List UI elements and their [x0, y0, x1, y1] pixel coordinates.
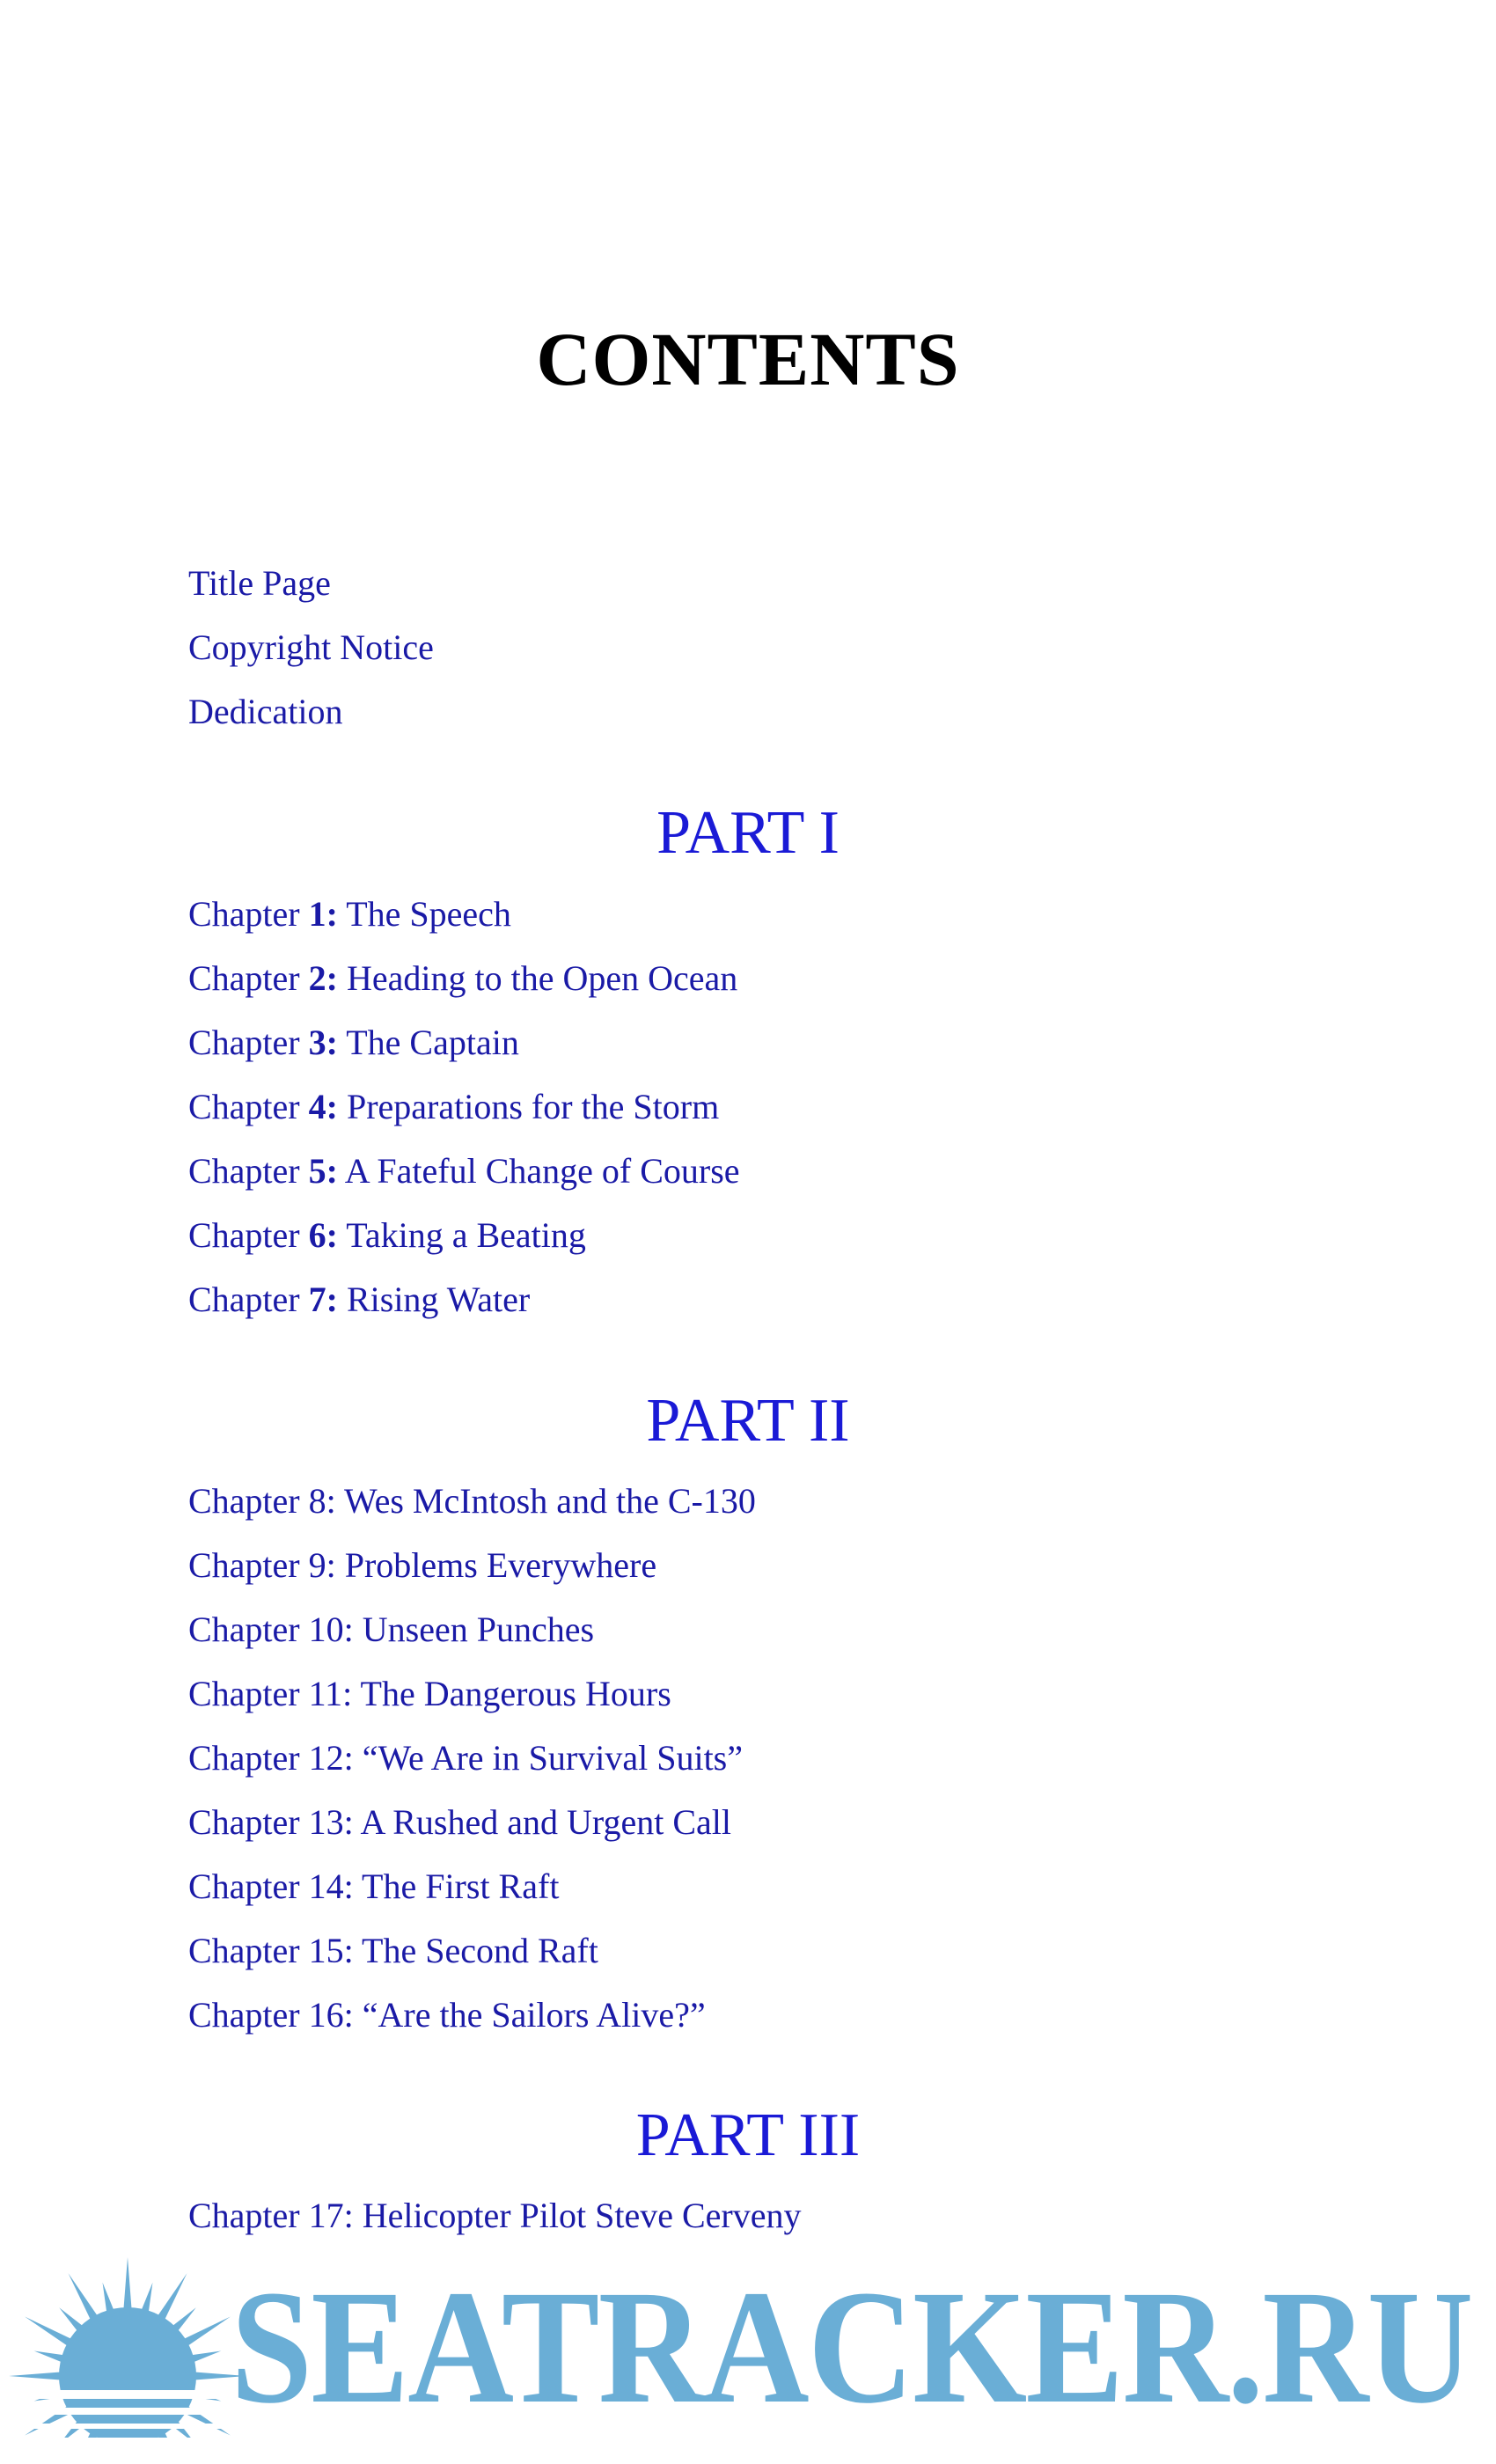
- toc-link-chapter-17[interactable]: Chapter 17: Helicopter Pilot Steve Cerveny: [188, 2196, 802, 2235]
- chapter-number: 5:: [308, 1151, 338, 1191]
- sun-ray: [179, 2317, 231, 2350]
- toc-link-chapter-1[interactable]: [188, 894, 511, 934]
- part-heading-2: PART II: [646, 1387, 850, 1455]
- toc-link-chapter-12[interactable]: Chapter 12: “We Are in Survival Suits”: [188, 1738, 743, 1778]
- toc-link-chapter-16[interactable]: Chapter 16: “Are the Sailors Alive?”: [188, 1995, 706, 2035]
- sun-ray: [9, 2372, 66, 2380]
- chapter-prefix: Chapter: [188, 1151, 309, 1191]
- sun-logo-icon: [9, 2235, 246, 2464]
- sun-ray: [69, 2273, 101, 2325]
- sun-ray: [123, 2257, 132, 2314]
- chapter-prefix: Chapter: [188, 1023, 309, 1062]
- chapter-prefix: Chapter: [188, 1087, 309, 1126]
- chapter-number: 7:: [308, 1280, 338, 1319]
- toc-link-chapter-13[interactable]: Chapter 13: A Rushed and Urgent Call: [188, 1802, 731, 1842]
- toc-link-chapter-6[interactable]: [188, 1215, 586, 1255]
- toc-link-chapter-9[interactable]: Chapter 9: Problems Everywhere: [188, 1545, 657, 1585]
- watermark: [0, 2235, 1496, 2464]
- toc-link-chapter-2[interactable]: [188, 958, 738, 998]
- chapter-number: 1:: [308, 894, 338, 934]
- toc-link-dedication[interactable]: Dedication: [188, 692, 343, 731]
- page-title: CONTENTS: [536, 317, 960, 401]
- part-heading-1: PART I: [656, 799, 840, 867]
- toc-link-chapter-11[interactable]: Chapter 11: The Dangerous Hours: [188, 1674, 671, 1713]
- chapter-title: The Captain: [337, 1023, 519, 1062]
- toc-link-chapter-14[interactable]: Chapter 14: The First Raft: [188, 1866, 560, 1906]
- chapter-prefix: Chapter: [188, 1280, 309, 1319]
- chapter-title: Rising Water: [337, 1280, 531, 1319]
- toc-link-chapter-7[interactable]: [188, 1282, 530, 1317]
- sun-ray: [168, 2307, 196, 2336]
- chapter-title: The Speech: [337, 894, 511, 934]
- toc-link-chapter-15[interactable]: Chapter 15: The Second Raft: [188, 1931, 598, 1970]
- watermark-text: SEATRACKER.RU: [231, 2257, 1472, 2438]
- toc-link-chapter-10[interactable]: Chapter 10: Unseen Punches: [188, 1610, 595, 1649]
- sun-ray: [25, 2317, 77, 2350]
- chapter-title: Preparations for the Storm: [337, 1087, 720, 1126]
- toc-link-copyright-notice[interactable]: Copyright Notice: [188, 627, 434, 667]
- toc-link-chapter-8[interactable]: Chapter 8: Wes McIntosh and the C-130: [188, 1481, 756, 1521]
- chapter-number: 2:: [308, 958, 338, 998]
- sun-ray: [59, 2307, 87, 2336]
- toc-link-chapter-5[interactable]: [188, 1151, 740, 1191]
- toc-link-chapter-3[interactable]: [188, 1025, 519, 1060]
- toc-link-title-page[interactable]: Title Page: [188, 563, 331, 603]
- chapter-title: A Fateful Change of Course: [337, 1151, 740, 1191]
- chapter-prefix: Chapter: [188, 958, 309, 998]
- sun-ray: [155, 2273, 187, 2325]
- chapter-number: 3:: [308, 1023, 338, 1062]
- chapter-title: Heading to the Open Ocean: [337, 958, 738, 998]
- chapter-title: Taking a Beating: [337, 1215, 586, 1255]
- chapter-number: 6:: [308, 1215, 338, 1255]
- part-heading-3: PART III: [635, 2101, 861, 2169]
- chapter-number: 4:: [308, 1087, 338, 1126]
- toc-link-chapter-4[interactable]: [188, 1089, 719, 1125]
- chapter-prefix: Chapter: [188, 1215, 309, 1255]
- chapter-prefix: Chapter: [188, 894, 309, 934]
